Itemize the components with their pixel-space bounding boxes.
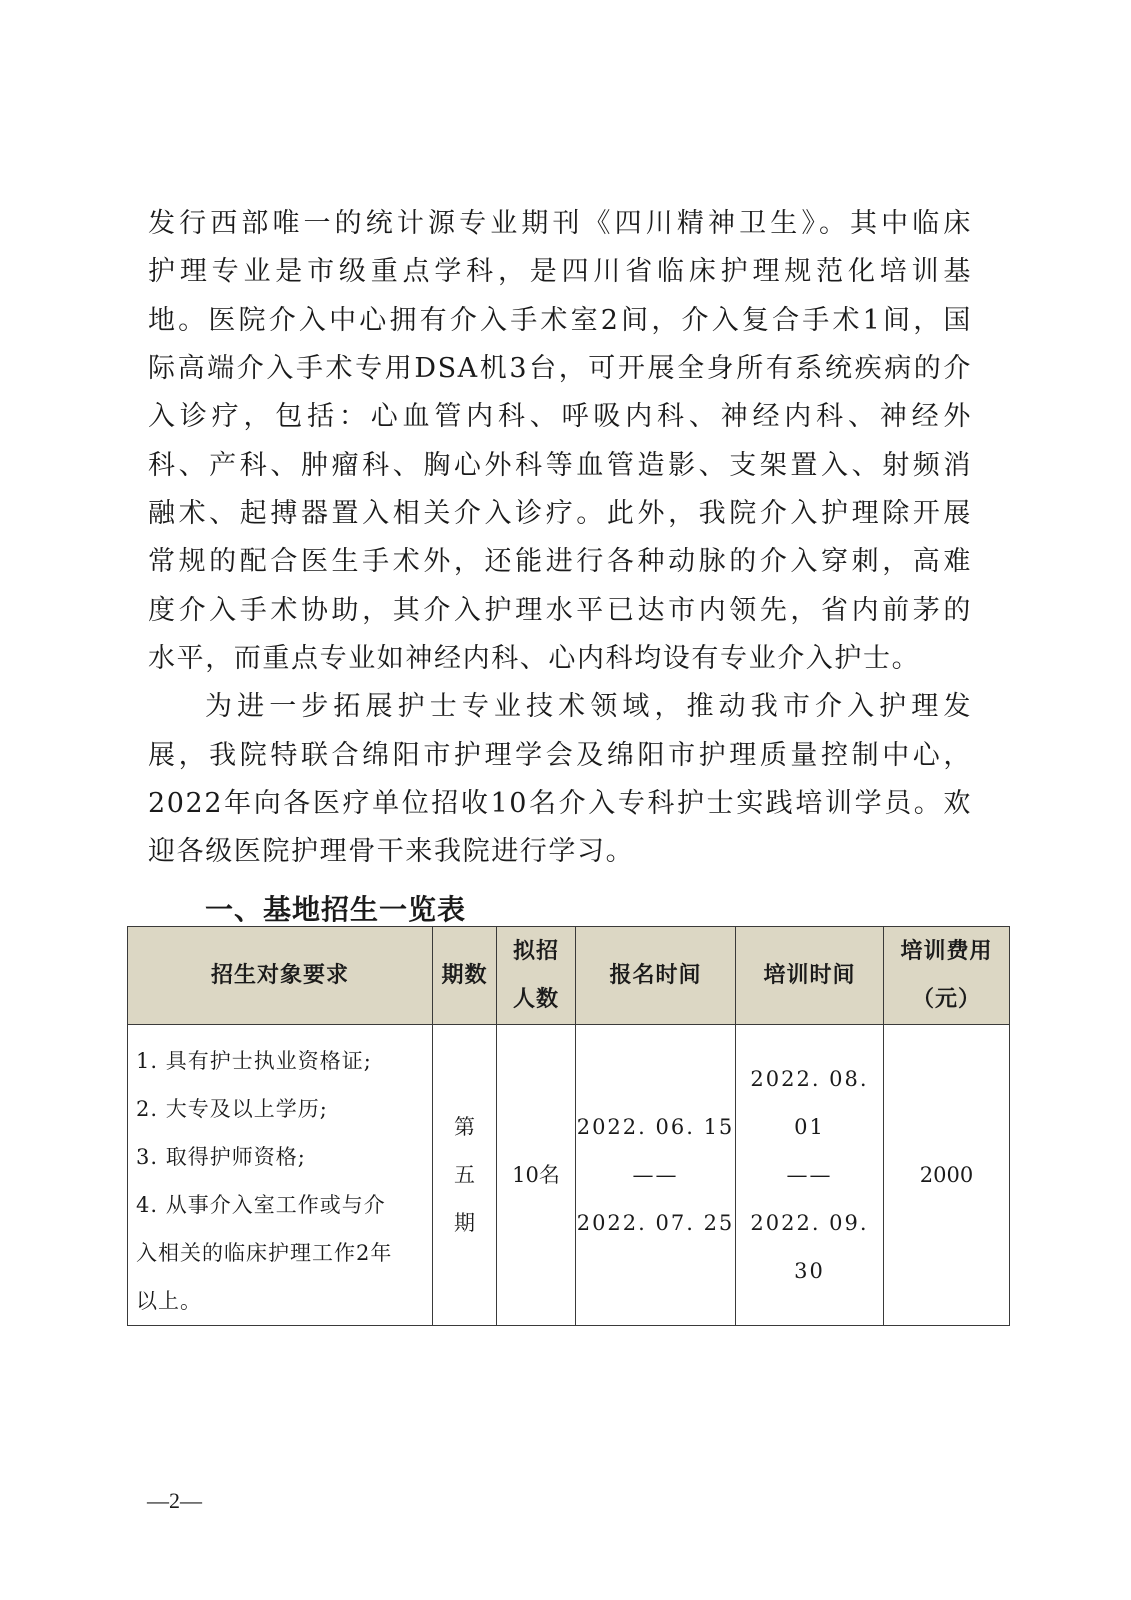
cell-period — [433, 1025, 497, 1326]
text-line: 展，我院特联合绵阳市护理学会及绵阳市护理质量控制中心， — [148, 740, 972, 771]
header-fee-line2: （元） — [911, 986, 981, 1012]
requirement-item: 2. 大专及以上学历; — [136, 1097, 328, 1121]
text-line: 水平，而重点专业如神经内科、心内科均设有专业介入护士。 — [148, 643, 921, 674]
table-header-row — [128, 927, 1010, 1025]
period-char: 五 — [454, 1163, 475, 1187]
requirement-item: 4. 从事介入室工作或与介 — [136, 1193, 386, 1217]
requirement-item: 入相关的临床护理工作2年 — [136, 1241, 393, 1265]
header-requirements: 招生对象要求 — [128, 927, 433, 1025]
text-line: 地。医院介入中心拥有介入手术室2间，介入复合手术1间，国 — [148, 305, 972, 336]
header-registration: 报名时间 — [576, 927, 736, 1025]
requirement-item: 以上。 — [136, 1289, 202, 1313]
requirement-item: 3. 取得护师资格; — [136, 1145, 306, 1169]
text-line: 入诊疗，包括：心血管内科、呼吸内科、神经内科、神经外 — [148, 401, 972, 432]
text-line: 科、产科、肿瘤科、胸心外科等血管造影、支架置入、射频消 — [148, 450, 972, 481]
cell-planned: 10名 — [497, 1025, 576, 1326]
text-line: 度介入手术协助，其介入护理水平已达市内领先，省内前茅的 — [148, 595, 972, 626]
registration-end: 2022. 07. 25 — [576, 1211, 735, 1235]
registration-start: 2022. 06. 15 — [576, 1115, 735, 1139]
text-line: 际高端介入手术专用DSA机3台，可开展全身所有系统疾病的介 — [148, 353, 972, 384]
section-heading: 一、基地招生一览表 — [205, 893, 467, 926]
text-line: 2022年向各医疗单位招收10名介入专科护士实践培训学员。欢 — [148, 788, 972, 819]
page-number: —2— — [147, 1488, 202, 1513]
cell-requirements — [128, 1025, 433, 1326]
cell-fee: 2000 — [884, 1025, 1010, 1326]
training-start: 2022. 08. 01 — [750, 1067, 869, 1139]
training-end: 2022. 09. 30 — [750, 1211, 869, 1283]
text-line: 常规的配合医生手术外，还能进行各种动脉的介入穿刺，高难 — [148, 546, 972, 577]
cell-training — [736, 1025, 884, 1326]
text-line: 发行西部唯一的统计源专业期刊《四川精神卫生》。其中临床 — [148, 208, 972, 239]
text-line: 迎各级医院护理骨干来我院进行学习。 — [148, 836, 635, 867]
header-fee-line1: 培训费用 — [900, 938, 993, 964]
recruitment-table — [127, 926, 1010, 1326]
text-line: 为进一步拓展护士专业技术领域，推动我市介入护理发 — [205, 691, 972, 722]
text-line: 护理专业是市级重点学科，是四川省临床护理规范化培训基 — [148, 256, 972, 287]
header-fee — [884, 927, 1010, 1025]
text-line: 融术、起搏器置入相关介入诊疗。此外，我院介入护理除开展 — [148, 498, 972, 529]
header-period: 期数 — [433, 927, 497, 1025]
cell-registration — [576, 1025, 736, 1326]
header-planned-line2: 人数 — [512, 986, 559, 1012]
training-sep: —— — [786, 1163, 833, 1187]
header-training: 培训时间 — [736, 927, 884, 1025]
registration-sep: —— — [632, 1163, 679, 1187]
header-planned — [497, 927, 576, 1025]
requirement-item: 1. 具有护士执业资格证; — [136, 1049, 372, 1073]
period-char: 期 — [454, 1211, 475, 1235]
period-char: 第 — [454, 1115, 475, 1139]
table-row — [128, 1025, 1010, 1326]
header-planned-line1: 拟招 — [512, 938, 559, 964]
